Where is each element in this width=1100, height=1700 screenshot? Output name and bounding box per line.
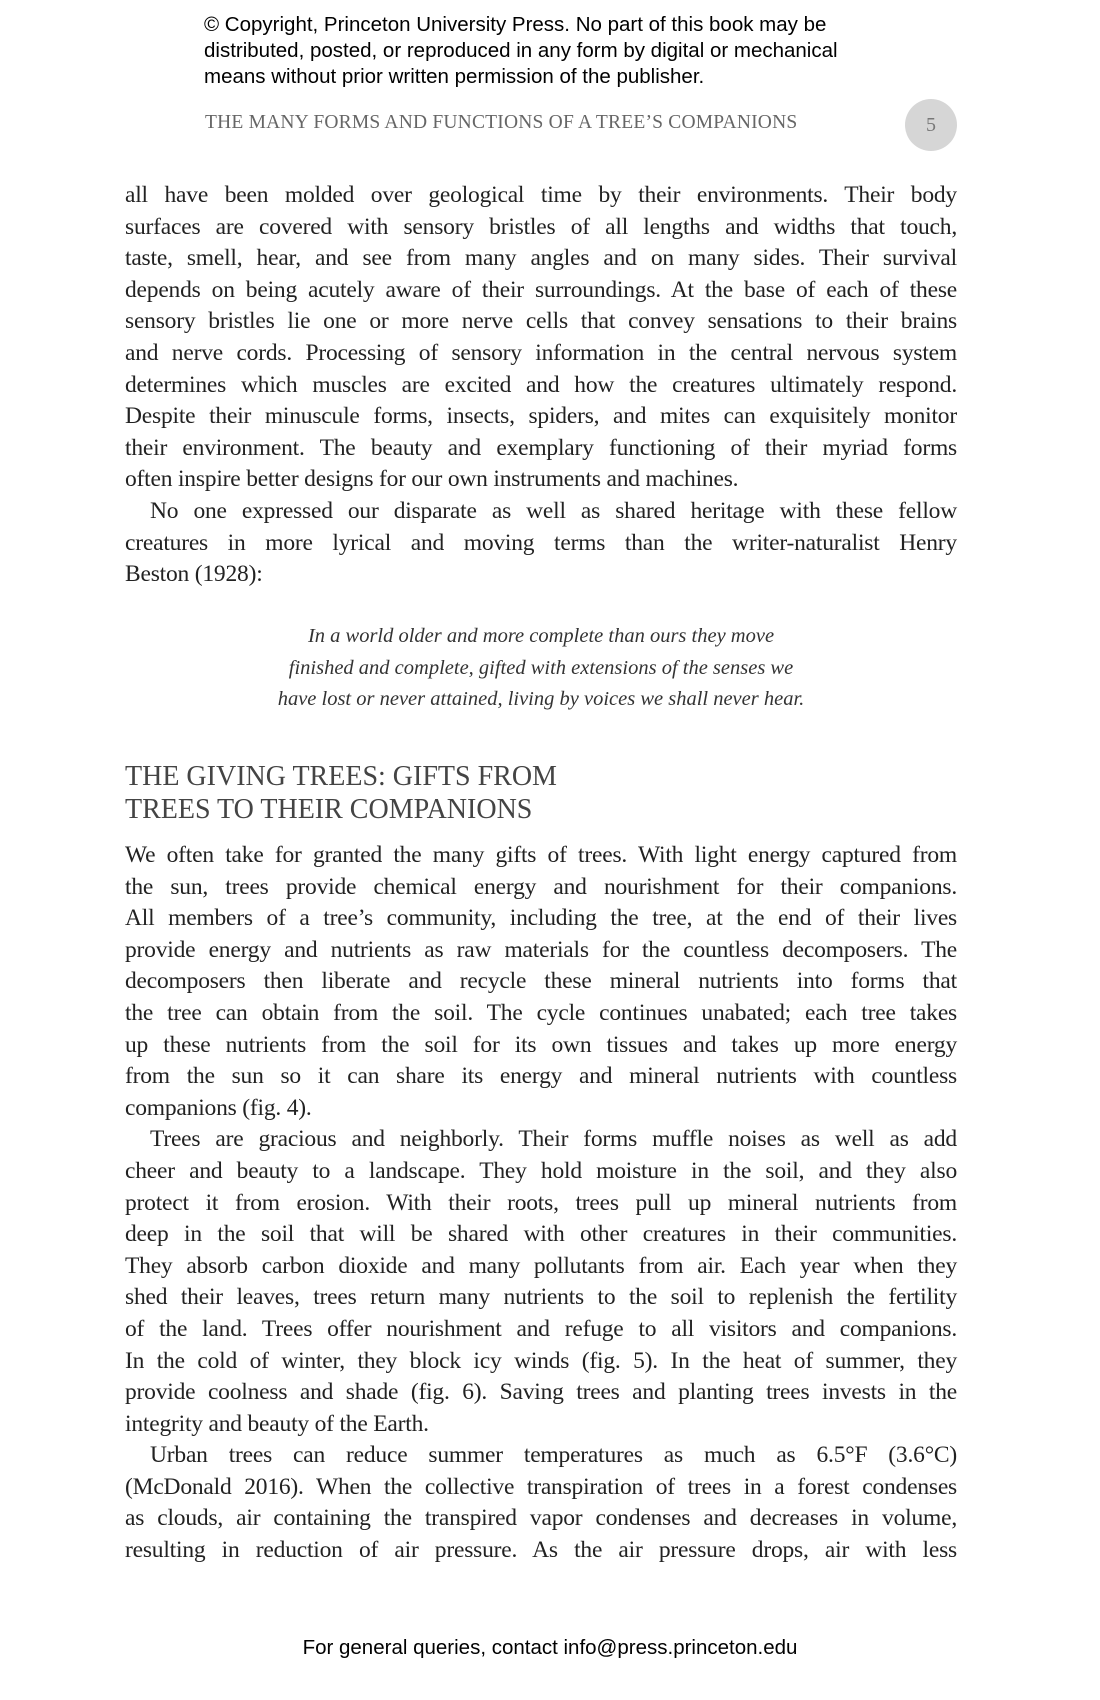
section-heading <box>125 760 557 826</box>
text-line: In the cold of winter, they block icy winds (fig. 5). In the heat of summer, they <box>125 1347 957 1374</box>
text-line: determines which muscles are excited and how the creatures ultimately respond. <box>125 371 957 398</box>
text-line: Urban trees can reduce summer temperatures as much as 6.5°F (3.6°C) <box>150 1442 957 1469</box>
text-line: the sun, trees provide chemical energy and nourishment for their companions. <box>125 873 957 900</box>
text-line: resulting in reduction of air pressure. As the air pressure drops, air with less <box>125 1537 957 1564</box>
page-number-badge: 5 <box>905 99 957 151</box>
body-text-top <box>125 180 957 591</box>
text-line: protect it from erosion. With their roots, trees pull up mineral nutrients from <box>125 1189 957 1216</box>
footer-contact: For general queries, contact info@press.princeton.edu <box>302 1636 798 1659</box>
paragraph <box>125 496 957 591</box>
text-line: as clouds, air containing the transpired vapor condenses and decreases in volume, <box>125 1505 957 1532</box>
paragraph <box>125 1124 957 1440</box>
text-line: and nerve cords. Processing of sensory information in the central nervous system <box>125 339 957 366</box>
section-heading-line: TREES TO THEIR COMPANIONS <box>125 794 533 825</box>
text-line: Beston (1928): <box>125 561 263 588</box>
text-line: provide energy and nutrients as raw materials for the countless decomposers. The <box>125 936 957 963</box>
text-line: Trees are gracious and neighborly. Their forms muffle noises as well as add <box>150 1126 957 1153</box>
paragraph <box>125 840 957 1124</box>
text-line: Despite their minuscule forms, insects, spiders, and mites can exquisitely monitor <box>125 403 957 430</box>
text-line: provide coolness and shade (fig. 6). Saving trees and planting trees invests in the <box>125 1379 957 1406</box>
text-line: integrity and beauty of the Earth. <box>125 1410 429 1437</box>
text-line: sensory bristles lie one or more nerve cells that convey sensations to their brains <box>125 308 957 335</box>
quote-line: have lost or never attained, living by voices we shall never hear. <box>277 688 805 711</box>
running-head: THE MANY FORMS AND FUNCTIONS OF A TREE’S COMPANIONS <box>205 112 798 133</box>
block-quote <box>125 621 957 716</box>
text-line: of the land. Trees offer nourishment and refuge to all visitors and companions. <box>125 1315 957 1342</box>
copyright-line: means without prior written permission of the publisher. <box>204 65 705 88</box>
text-line: up these nutrients from the soil for its own tissues and takes up more energy <box>125 1031 957 1058</box>
text-line: often inspire better designs for our own instruments and machines. <box>125 466 739 493</box>
text-line: all have been molded over geological time by their environments. Their body <box>125 182 957 208</box>
text-line: No one expressed our disparate as well as shared heritage with these fellow <box>150 497 957 524</box>
paragraph <box>125 1440 957 1566</box>
copyright-line: distributed, posted, or reproduced in any form by digital or mechanical <box>204 39 838 62</box>
text-line: taste, smell, hear, and see from many angles and on many sides. Their survival <box>125 245 957 272</box>
text-line: decomposers then liberate and recycle these mineral nutrients into forms that <box>125 968 957 995</box>
quote-line: In a world older and more complete than ours they move <box>307 625 775 647</box>
text-line: We often take for granted the many gifts of trees. With light energy captured from <box>125 842 957 868</box>
text-line: creatures in more lyrical and moving terms than the writer-naturalist Henry <box>125 529 957 556</box>
text-line: All members of a tree’s community, including the tree, at the end of their lives <box>125 905 957 932</box>
text-line: (McDonald 2016). When the collective transpiration of trees in a forest condenses <box>125 1473 957 1500</box>
text-line: their environment. The beauty and exemplary functioning of their myriad forms <box>125 434 957 461</box>
text-line: depends on being acutely aware of their surroundings. At the base of each of these <box>125 276 957 303</box>
text-line: surfaces are covered with sensory bristles of all lengths and widths that touch, <box>125 213 957 240</box>
quote-line: finished and complete, gifted with extensions of the senses we <box>288 656 794 679</box>
section-heading-line: THE GIVING TREES: GIFTS FROM <box>125 761 557 792</box>
text-line: They absorb carbon dioxide and many pollutants from air. Each year when they <box>125 1252 957 1279</box>
copyright-line: © Copyright, Princeton University Press. No part of this book may be <box>204 13 827 36</box>
text-line: companions (fig. 4). <box>125 1094 312 1121</box>
paragraph <box>125 180 957 496</box>
text-line: deep in the soil that will be shared with other creatures in their communities. <box>125 1221 957 1248</box>
copyright-notice <box>204 12 838 90</box>
text-line: cheer and beauty to a landscape. They hold moisture in the soil, and they also <box>125 1157 957 1184</box>
text-line: the tree can obtain from the soil. The cycle continues unabated; each tree takes <box>125 999 957 1026</box>
text-line: from the sun so it can share its energy and mineral nutrients with countless <box>125 1063 957 1090</box>
text-line: shed their leaves, trees return many nutrients to the soil to replenish the fertility <box>125 1284 957 1311</box>
body-text-section <box>125 840 957 1567</box>
